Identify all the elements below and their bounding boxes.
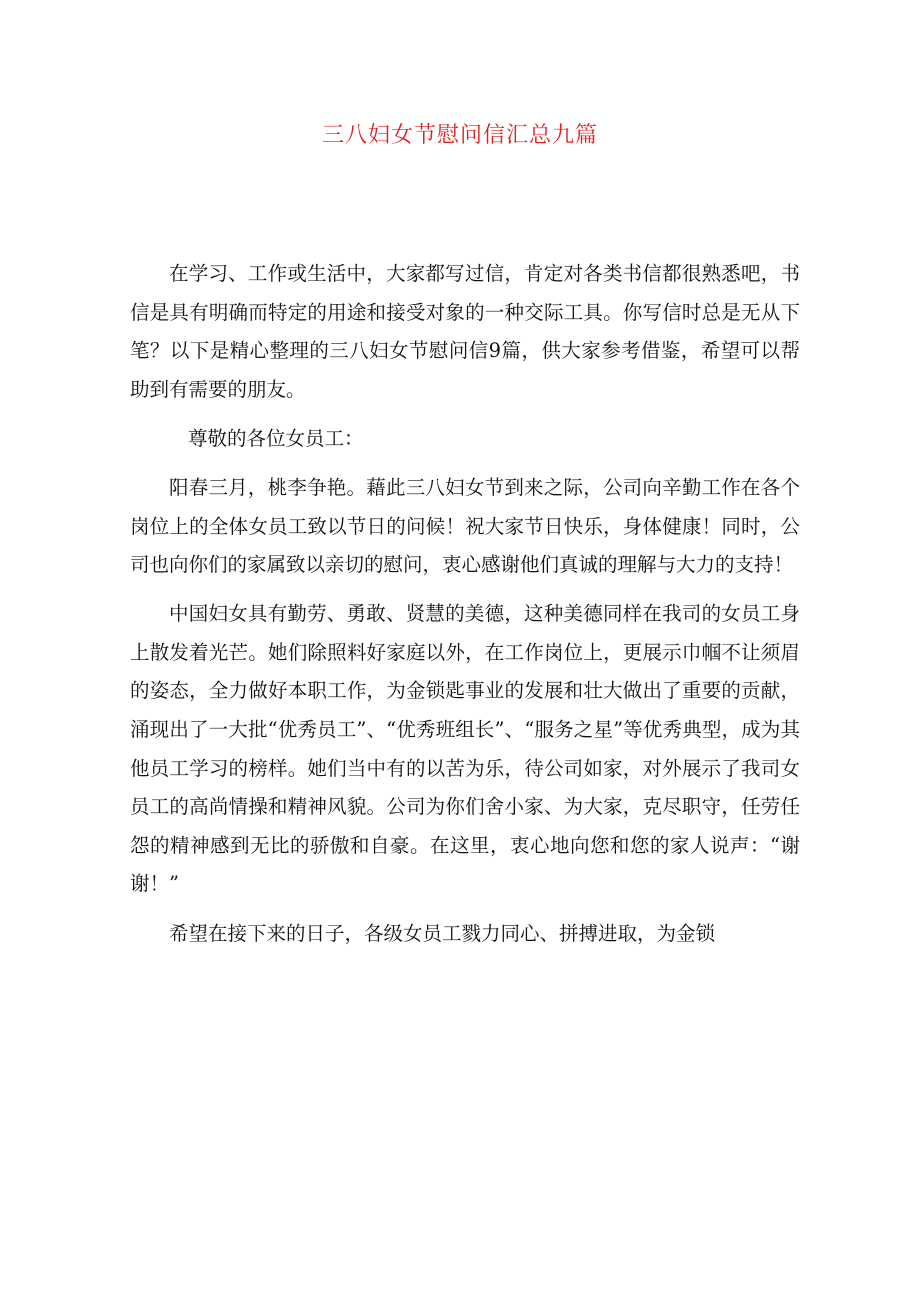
body-paragraph-1: 阳春三月，桃李争艳。藉此三八妇女节到来之际，公司向辛勤工作在各个岗位上的全体女员工致以节日的问候！祝大家节日快乐，身体健康！同时，公司也向你们的家属致以亲切的慰问，衷心感谢他们真诚的理解与大力的支持！ <box>130 475 800 577</box>
salutation: 尊敬的各位女员工： <box>188 426 364 450</box>
intro-paragraph: 在学习、工作或生活中，大家都写过信，肯定对各类书信都很熟悉吧，书信是具有明确而特定的用途和接受对象的一种交际工具。你写信时总是无从下笔？以下是精心整理的三八妇女节慰问信9篇，供大家参考借鉴，希望可以帮助到有需要的朋友。 <box>130 262 800 401</box>
body-paragraph-2: 中国妇女具有勤劳、勇敢、贤慧的美德，这种美德同样在我司的女员工身上散发着光芒。她们除照料好家庭以外，在工作岗位上，更展示巾帼不让须眉的姿态，全力做好本职工作，为金锁匙事业的发展和壮大做出了重要的贡献，涌现出了一大批“优秀员工”、“优秀班组长”、“服务之星”等优秀典型，成为其他员工学习的榜样。她们当中有的以苦为乐，待公司如家，对外展示了我司女员工的高尚情操和精神风貌。公司为你们舍小家、为大家，克尽职守，任劳任怨的精神感到无比的骄傲和自豪。在这里，衷心地向您和您的家人说声：“谢谢！” <box>130 602 800 896</box>
document-body <box>130 255 800 964</box>
body-paragraph-3: 希望在接下来的日子，各级女员工戮力同心、拼搏进取，为金锁 <box>169 921 716 945</box>
document-title: 三八妇女节慰问信汇总九篇 <box>321 123 598 148</box>
